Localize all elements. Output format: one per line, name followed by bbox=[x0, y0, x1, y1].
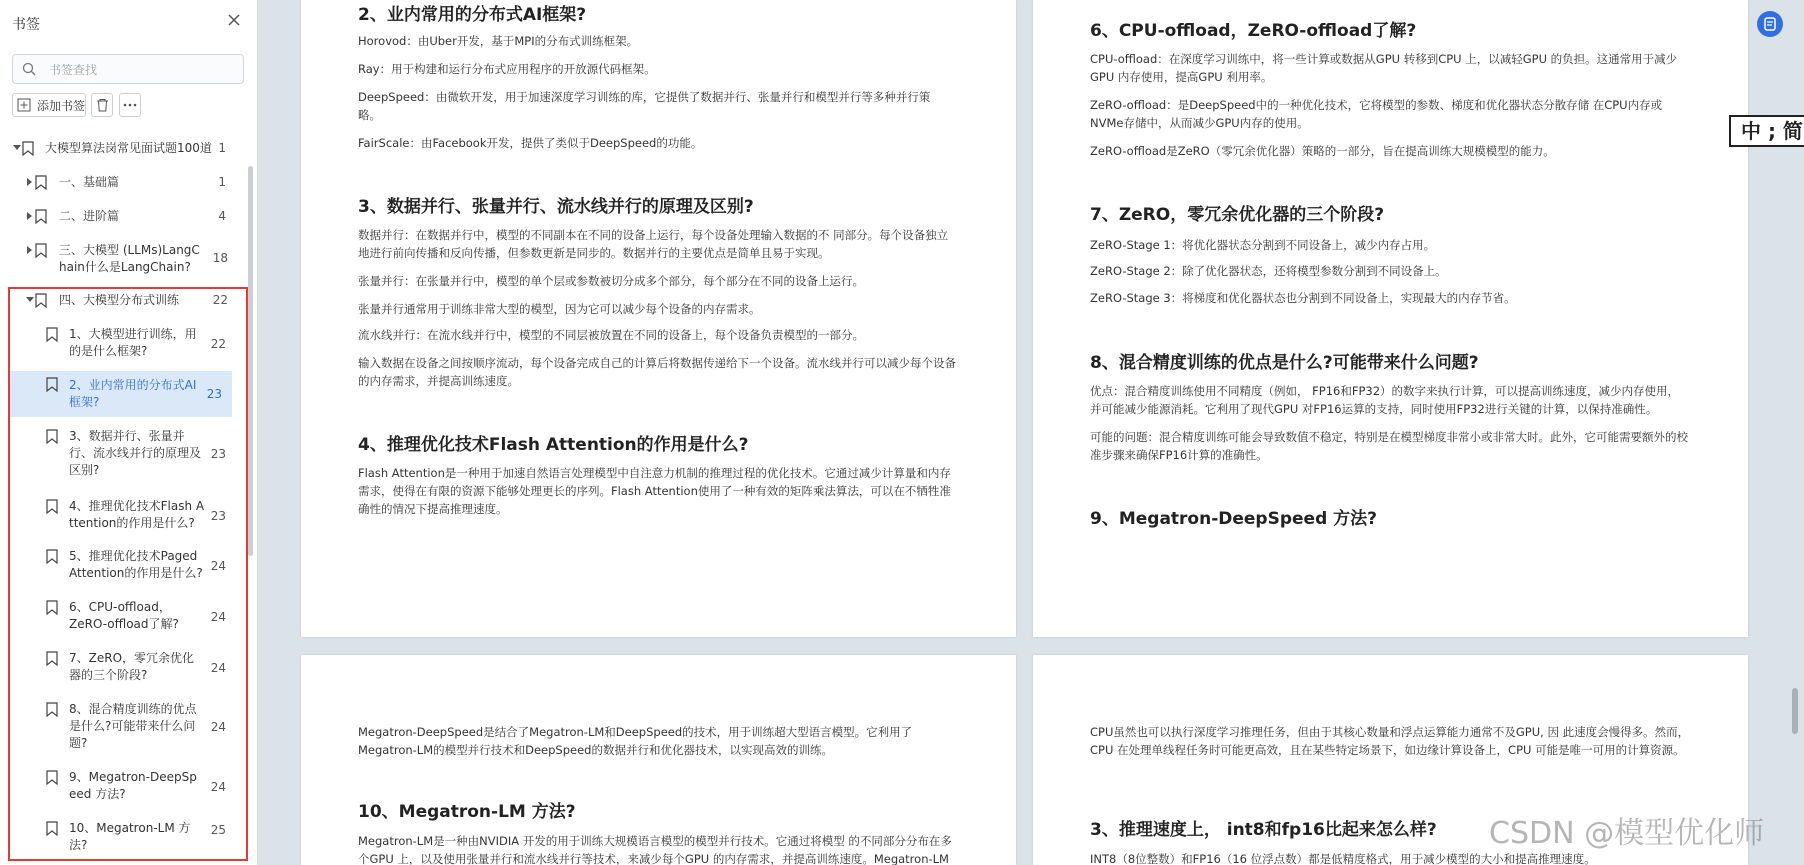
assistant-icon[interactable] bbox=[1757, 11, 1783, 37]
close-icon[interactable] bbox=[224, 10, 244, 30]
paragraph: ZeRO-Stage 2：除了优化器状态，还将模型参数分割到不同设备上。 bbox=[1090, 264, 1447, 278]
section-heading: 8、混合精度训练的优点是什么?可能带来什么问题? bbox=[1090, 353, 1479, 373]
bookmark-icon bbox=[35, 209, 47, 224]
bookmark-page: 24 bbox=[210, 780, 226, 794]
bookmark-item-distributed[interactable] bbox=[0, 292, 246, 312]
paragraph: 张量并行：在张量并行中，模型的单个层或参数被切分成多个部分，每个部分在不同的设备上运行。 bbox=[358, 274, 864, 288]
bookmark-item-3[interactable] bbox=[0, 428, 246, 482]
bookmark-item-9[interactable] bbox=[0, 769, 246, 809]
bookmark-search-box bbox=[12, 54, 244, 84]
paragraph: ZeRO-Stage 1：将优化器状态分割到不同设备上，减少内存占用。 bbox=[1090, 238, 1436, 252]
bookmark-page: 22 bbox=[212, 293, 228, 307]
chevron-right-icon[interactable] bbox=[27, 246, 32, 254]
bookmark-icon bbox=[46, 327, 58, 342]
bookmark-page: 24 bbox=[210, 661, 226, 675]
add-bookmark-icon bbox=[17, 98, 31, 112]
bookmark-page: 25 bbox=[210, 823, 226, 837]
bookmark-page: 24 bbox=[210, 720, 226, 734]
bookmark-item-8[interactable] bbox=[0, 701, 246, 755]
more-icon bbox=[123, 103, 137, 107]
bookmark-page: 4 bbox=[218, 209, 226, 223]
bookmark-label: 7、ZeRO，零冗余优化器的三个阶段? bbox=[69, 651, 195, 682]
bookmark-page: 23 bbox=[206, 387, 222, 401]
section-heading: 3、数据并行、张量并行、流水线并行的原理及区别? bbox=[358, 197, 754, 217]
sidebar-title: 书签 bbox=[12, 17, 40, 33]
watermark: CSDN @模型优化师 bbox=[1489, 816, 1765, 851]
paragraph: ZeRO-offload：是DeepSpeed中的一种优化技术，它将模型的参数、梯度和优化器状态分散存储 在CPU内存或NVMe存储中，从而减少GPU内存的使用。 bbox=[1090, 98, 1663, 130]
bookmark-item-2[interactable] bbox=[10, 371, 232, 417]
bookmark-page: 22 bbox=[210, 337, 226, 351]
bookmark-label: 大模型算法岗常见面试题100道 bbox=[45, 141, 212, 155]
bookmark-icon bbox=[46, 651, 58, 666]
bookmark-item-5[interactable] bbox=[0, 548, 246, 588]
paragraph: CPU虽然也可以执行深度学习推理任务，但由于其核心数量和浮点运算能力通常不及GPU, 因 此速度会慢得多。然而， CPU 在处理单线程任务时可能更高效，且在某些特定场景下，如边缘计算设备上，CPU 可能是唯一可用的计算资源。 bbox=[1090, 725, 1690, 757]
paragraph: INT8（8位整数）和FP16（16 位浮点数）都是低精度格式，用于减少模型的大小和提高推理速度。 bbox=[1090, 852, 1596, 865]
paragraph: Ray：用于构建和运行分布式应用程序的开放源代码框架。 bbox=[358, 62, 656, 76]
bookmark-icon bbox=[46, 429, 58, 444]
paragraph: Megatron-DeepSpeed是结合了Megatron-LM和DeepSpeed的技术，用于训练超大型语言模型。它利用了Megatron-LM的模型并行技术和DeepSpeed的数据并行和优化器技术，以实现高效的训练。 bbox=[358, 725, 913, 757]
bookmark-label: 4、推理优化技术Flash Attention的作用是什么? bbox=[69, 499, 205, 530]
section-heading: 10、Megatron-LM 方法? bbox=[358, 802, 576, 822]
paragraph: 可能的问题：混合精度训练可能会导致数值不稳定，特别是在模型梯度非常小或非常大时。此外，它可能需要额外的校准步骤来确保FP16计算的准确性。 bbox=[1090, 430, 1688, 462]
bookmark-item-langchain[interactable] bbox=[0, 242, 246, 278]
bookmark-label: 二、进阶篇 bbox=[59, 209, 120, 223]
bookmark-icon bbox=[35, 175, 47, 190]
section-heading: 9、Megatron-DeepSpeed 方法? bbox=[1090, 509, 1378, 529]
bookmark-item-advanced[interactable] bbox=[0, 208, 246, 228]
bookmark-label: 3、数据并行、张量并行、流水线并行的原理及区别? bbox=[69, 429, 202, 477]
bookmark-icon bbox=[46, 702, 58, 717]
bookmark-item-1[interactable] bbox=[0, 326, 246, 366]
bookmark-icon bbox=[46, 600, 58, 615]
section-heading: 4、推理优化技术Flash Attention的作用是什么? bbox=[358, 435, 749, 455]
bookmark-icon bbox=[46, 821, 58, 836]
bookmark-label: 一、基础篇 bbox=[59, 175, 120, 189]
document-scrollbar[interactable] bbox=[1792, 688, 1798, 734]
add-bookmark-button[interactable] bbox=[12, 93, 86, 117]
pdf-page-3 bbox=[301, 655, 1016, 865]
bookmark-label: 8、混合精度训练的优点是什么?可能带来什么问题? bbox=[69, 702, 197, 750]
add-bookmark-label: 添加书签 bbox=[37, 98, 86, 113]
bookmark-icon bbox=[35, 243, 47, 258]
bookmark-icon bbox=[46, 770, 58, 785]
bookmark-page: 24 bbox=[210, 559, 226, 573]
bookmark-icon bbox=[22, 141, 34, 156]
section-heading: 3、推理速度上， int8和fp16比起来怎么样? bbox=[1090, 820, 1437, 840]
chevron-right-icon[interactable] bbox=[27, 212, 32, 220]
chevron-right-icon[interactable] bbox=[27, 178, 32, 186]
bookmark-search-input[interactable] bbox=[47, 59, 239, 81]
search-icon bbox=[22, 62, 36, 76]
bookmark-icon bbox=[35, 293, 47, 308]
bookmark-page: 1 bbox=[218, 175, 226, 189]
trash-icon bbox=[96, 98, 109, 112]
bookmark-page: 23 bbox=[210, 509, 226, 523]
paragraph: FairScale：由Facebook开发，提供了类似于DeepSpeed的功能。 bbox=[358, 136, 703, 150]
section-heading: 2、业内常用的分布式AI框架? bbox=[358, 5, 587, 25]
paragraph: 数据并行：在数据并行中，模型的不同副本在不同的设备上运行，每个设备处理输入数据的不 同部分。每个设备独立地进行前向传播和反向传播，但参数更新是同步的。数据并行的主要优点是简单且易于实现。 bbox=[358, 228, 949, 260]
pdf-page-1 bbox=[301, 0, 1016, 637]
paragraph: Megatron-LM是一种由NVIDIA 开发的用于训练大规模语言模型的模型并行技术。它通过将模型 的不同部分分布在多个GPU 上，以及使用张量并行和流水线并行等技术，来减少每个GPU 的内存需求，并提高训练速度。Megatron-LM bbox=[358, 834, 952, 865]
chevron-down-icon[interactable] bbox=[13, 145, 21, 150]
bookmark-page: 23 bbox=[210, 447, 226, 461]
paragraph: 优点：混合精度训练使用不同精度（例如， FP16和FP32）的数字来执行计算，可以提高训练速度，减少内存使用，并可能减少能源消耗。它利用了现代GPU 对FP16运算的支持，同时使用FP32进行关键的计算，以保持准确性。 bbox=[1090, 384, 1680, 416]
paragraph: Flash Attention是一种用于加速自然语言处理模型中自注意力机制的推理过程的优化技术。它通过减少计算量和内存需求，使得在有限的资源下能够处理更长的序列。Flash Attention使用了一种有效的矩阵乘法算法，可以在不牺牲准确性的情况下提高推理速度。 bbox=[358, 466, 951, 516]
ime-indicator[interactable]: 中 ; 简 bbox=[1729, 115, 1804, 147]
paragraph: 输入数据在设备之间按顺序流动，每个设备完成自己的计算后将数据传递给下一个设备。流水线并行可以减少每个设备的内存需求，并提高训练速度。 bbox=[358, 356, 956, 388]
chevron-down-icon[interactable] bbox=[26, 297, 34, 302]
bookmark-page: 24 bbox=[210, 610, 226, 624]
bookmark-item-7[interactable] bbox=[0, 650, 246, 690]
paragraph: CPU-offload：在深度学习训练中，将一些计算或数据从GPU 转移到CPU 上，以减轻GPU 的负担。这通常用于减少GPU 内存使用，提高GPU 利用率。 bbox=[1090, 52, 1678, 84]
bookmark-page: 18 bbox=[212, 251, 228, 265]
bookmark-label: 四、大模型分布式训练 bbox=[59, 293, 180, 307]
paragraph: 张量并行通常用于训练非常大型的模型，因为它可以减少每个设备的内存需求。 bbox=[358, 302, 761, 316]
bookmark-label: 1、大模型进行训练，用的是什么框架? bbox=[69, 327, 197, 358]
pdf-page-2 bbox=[1033, 0, 1748, 637]
bookmark-label: 6、CPU-offload，ZeRO-offload了解? bbox=[69, 600, 179, 631]
bookmark-icon bbox=[46, 549, 58, 564]
paragraph: DeepSpeed：由微软开发，用于加速深度学习训练的库，它提供了数据并行、张量并行和模型并行等多种并行策略。 bbox=[358, 90, 931, 122]
bookmark-item-6[interactable] bbox=[0, 599, 246, 639]
sidebar-scrollbar[interactable] bbox=[248, 166, 253, 556]
bookmark-label: 9、Megatron-DeepSpeed 方法? bbox=[69, 770, 197, 801]
bookmark-label: 5、推理优化技术Paged Attention的作用是什么? bbox=[69, 549, 203, 580]
bookmark-item-4[interactable] bbox=[0, 498, 246, 538]
paragraph: 流水线并行：在流水线并行中，模型的不同层被放置在不同的设备上，每个设备负责模型的一部分。 bbox=[358, 328, 864, 342]
paragraph: ZeRO-Stage 3：将梯度和优化器状态也分割到不同设备上，实现最大的内存节省。 bbox=[1090, 291, 1516, 305]
section-heading: 6、CPU-offload，ZeRO-offload了解? bbox=[1090, 21, 1417, 41]
paragraph: ZeRO-offload是ZeRO（零冗余优化器）策略的一部分，旨在提高训练大规模模型的能力。 bbox=[1090, 144, 1555, 158]
bookmark-sidebar bbox=[0, 0, 258, 865]
delete-bookmark-button[interactable] bbox=[91, 93, 113, 117]
bookmark-label: 2、业内常用的分布式AI框架? bbox=[69, 378, 197, 409]
bookmark-page: 1 bbox=[218, 141, 226, 155]
bookmark-item-10[interactable] bbox=[0, 820, 246, 860]
bookmark-label: 三、大模型 (LLMs)LangChain什么是LangChain? bbox=[59, 243, 200, 274]
section-heading: 7、ZeRO，零冗余优化器的三个阶段? bbox=[1090, 205, 1385, 225]
paragraph: Horovod：由Uber开发，基于MPI的分布式训练框架。 bbox=[358, 34, 639, 48]
bookmark-icon bbox=[46, 377, 58, 392]
bookmark-item-root[interactable] bbox=[0, 140, 246, 160]
bookmark-icon bbox=[46, 499, 58, 514]
bookmark-label: 10、Megatron-LM 方法? bbox=[69, 821, 191, 852]
more-options-button[interactable] bbox=[119, 93, 141, 117]
bookmark-item-basics[interactable] bbox=[0, 174, 246, 194]
